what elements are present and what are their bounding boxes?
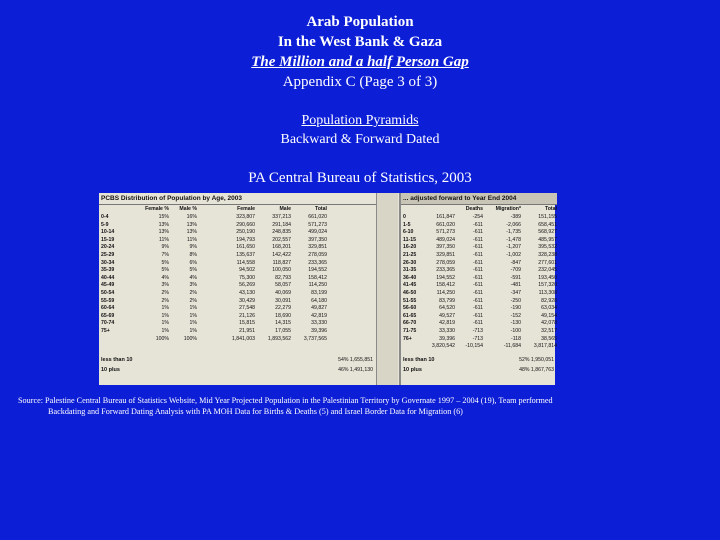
table-cell: 83,799 (439, 297, 455, 304)
column-header: Total (544, 206, 557, 213)
table-row (401, 298, 557, 306)
table-cell: -611 (473, 221, 483, 228)
table-cell: 33,330 (311, 320, 327, 327)
table-cell: 329,851 (308, 244, 327, 251)
footer-value: 54% 1,655,851 (338, 357, 373, 363)
table-row (401, 229, 557, 237)
table-cell: -591 (510, 274, 521, 281)
table-row (401, 282, 557, 290)
table-cell: -611 (473, 289, 483, 296)
table-cell: -611 (473, 297, 483, 304)
table-row (401, 343, 557, 351)
table-cell: 1% (189, 305, 197, 312)
table-cell: 397,350 (436, 244, 455, 251)
table-cell: 56-60 (403, 305, 417, 312)
table-cell: 193,450 (538, 274, 557, 281)
table-cell: -1,735 (506, 229, 521, 236)
table-cell: 21-25 (403, 251, 417, 258)
footer-value: 52% 1,950,051 (519, 357, 554, 363)
table-cell: 35-39 (101, 267, 115, 274)
subtitle-block (0, 111, 720, 149)
table-cell: 114,558 (236, 259, 255, 266)
table-cell: 158,412 (436, 282, 455, 289)
table-cell: 64,180 (311, 297, 327, 304)
table-cell: 40,069 (275, 289, 291, 296)
table-cell: 277,601 (538, 259, 557, 266)
table-cell: 157,320 (538, 282, 557, 289)
title-block (0, 12, 720, 92)
table-row (99, 298, 376, 306)
table-cell: 1,893,562 (267, 335, 291, 342)
table-cell: -611 (473, 267, 483, 274)
table-cell: 94,502 (239, 267, 255, 274)
table-row (401, 290, 557, 298)
table-cell: 142,422 (272, 251, 291, 258)
table-cell: -152 (510, 312, 521, 319)
table-cell: 395,532 (538, 244, 557, 251)
table-cell: 10-14 (101, 229, 115, 236)
table-cell: 194,552 (308, 267, 327, 274)
column-header: Female (237, 206, 255, 213)
table-cell: 4% (189, 274, 197, 281)
table-cell: 20-24 (101, 244, 115, 251)
table-cell: 15,815 (239, 320, 255, 327)
left-table-header (99, 205, 376, 214)
table-row (401, 328, 557, 336)
column-header: Total (314, 206, 327, 213)
table-cell: -347 (510, 289, 521, 296)
table-cell: 278,059 (308, 251, 327, 258)
table-cell: -611 (473, 282, 483, 289)
table-row (401, 244, 557, 252)
table-cell: 1-5 (403, 221, 411, 228)
table-cell: -254 (472, 214, 483, 220)
table-cell: 75,300 (239, 274, 255, 281)
table-cell: -611 (473, 229, 483, 236)
table-cell: 55-59 (101, 297, 115, 304)
table-cell: 661,020 (308, 214, 327, 220)
column-header: Male % (179, 206, 197, 213)
table-cell: 45-49 (101, 282, 115, 289)
table-cell: 658,451 (538, 221, 557, 228)
title-line-3: The Million and a half Person Gap (251, 54, 469, 70)
table-cell: 323,807 (236, 214, 255, 220)
right-table-title: ... adjusted forward to Year End 2004 (401, 193, 557, 205)
footer-value: 48% 1,867,763 (519, 367, 554, 373)
table-cell: 571,273 (308, 221, 327, 228)
table-cell: 49,527 (439, 312, 455, 319)
table-row (99, 229, 376, 237)
table-cell: -713 (472, 327, 483, 334)
table-cell: -611 (473, 251, 483, 258)
table-row (401, 305, 557, 313)
table-cell: 11% (187, 236, 197, 243)
table-cell: 7% (161, 251, 169, 258)
table-cell: 30-34 (101, 259, 115, 266)
adjusted-forward-table (399, 193, 557, 385)
table-row (401, 313, 557, 321)
table-cell: 2% (161, 289, 169, 296)
table-cell: -611 (473, 259, 483, 266)
table-cell: 485,957 (538, 236, 557, 243)
table-cell: 3% (189, 282, 197, 289)
table-cell: 82,928 (541, 297, 557, 304)
table-row (401, 336, 557, 344)
table-cell: 40-44 (101, 274, 115, 281)
source-note-line-1: Source: Palestine Central Bureau of Statistics Website, Mid Year Projected Population in the Palestinian Territory by Governate 1997 – 2004 (19), Team performed (18, 396, 553, 405)
table-cell: 158,412 (308, 274, 327, 281)
table-cell: 194,552 (436, 274, 455, 281)
table-cell: 1% (161, 320, 169, 327)
table-divider (377, 193, 398, 385)
source-note (18, 395, 708, 417)
table-cell: -2,066 (506, 221, 521, 228)
table-cell: 3,817,814 (533, 343, 557, 350)
table-row (401, 237, 557, 245)
table-row (401, 252, 557, 260)
footer-value: 46% 1,491,130 (338, 367, 373, 373)
table-cell: -611 (473, 305, 483, 312)
table-cell: 161,650 (236, 244, 255, 251)
table-cell: -10,154 (465, 343, 483, 350)
table-cell: 30,429 (239, 297, 255, 304)
title-line-2: In the West Bank & Gaza (277, 34, 443, 50)
table-cell: 41-45 (403, 282, 417, 289)
table-cell: -709 (510, 267, 521, 274)
population-table-image (99, 193, 555, 385)
table-cell: 21,951 (239, 327, 255, 334)
table-row (401, 222, 557, 230)
table-cell: 113,308 (538, 289, 557, 296)
table-cell: 18,690 (275, 312, 291, 319)
table-row (401, 320, 557, 328)
table-cell: 39,396 (439, 335, 455, 342)
table-cell: 11% (159, 236, 169, 243)
table-cell: 36-40 (403, 274, 417, 281)
pcbs-distribution-table (99, 193, 378, 385)
table-row (99, 313, 376, 321)
table-cell: 22,279 (275, 305, 291, 312)
table-cell: 1,841,003 (231, 335, 255, 342)
table-cell: 571,273 (436, 229, 455, 236)
subtitle-line-1: Population Pyramids (301, 113, 419, 128)
table-cell: 6-10 (403, 229, 414, 236)
table-row (401, 214, 557, 222)
table-cell: 13% (158, 221, 169, 228)
table-cell: 13% (186, 229, 197, 236)
table-row (401, 267, 557, 275)
table-cell: 31-35 (403, 267, 417, 274)
table-cell: 397,350 (308, 236, 327, 243)
table-cell: 56,269 (239, 282, 255, 289)
title-line-1: Arab Population (306, 14, 414, 30)
table-row (99, 282, 376, 290)
table-row (401, 275, 557, 283)
table-cell: 1% (189, 320, 197, 327)
table-cell: 568,927 (538, 229, 557, 236)
table-row (99, 237, 376, 245)
table-cell: 25-29 (101, 251, 115, 258)
table-cell: -611 (473, 320, 483, 327)
table-cell (99, 336, 127, 344)
table-row (99, 320, 376, 328)
table-cell: 5% (161, 267, 169, 274)
table-cell: 71-75 (403, 327, 417, 334)
table-cell: -611 (473, 236, 483, 243)
table-cell: 499,024 (308, 229, 327, 236)
right-table-header (401, 205, 557, 214)
table-cell: 15% (158, 214, 169, 220)
table-cell: 11-15 (403, 236, 416, 243)
table-cell: 0 (403, 214, 406, 220)
table-cell: 14,315 (275, 320, 291, 327)
table-cell: 118,827 (272, 259, 291, 266)
table-row (99, 244, 376, 252)
table-cell (401, 343, 425, 351)
table-row (99, 222, 376, 230)
table-row (99, 267, 376, 275)
table-cell: 5% (161, 259, 169, 266)
column-header: Deaths (465, 206, 483, 213)
table-cell: 46-50 (403, 289, 417, 296)
table-cell: 202,557 (272, 236, 291, 243)
table-cell: 328,238 (538, 251, 557, 258)
table-cell: -611 (473, 312, 483, 319)
table-cell: 32,517 (541, 327, 557, 334)
table-cell: 4% (161, 274, 169, 281)
table-cell: 161,847 (436, 214, 455, 220)
table-cell: -611 (473, 274, 483, 281)
source-note-line-2: Backdating and Forward Dating Analysis with PA MOH Data for Births & Deaths (5) and Israel Border Data for Migration (6) (48, 407, 463, 416)
table-cell: 248,835 (272, 229, 291, 236)
table-row (401, 260, 557, 268)
table-cell: 100% (183, 335, 197, 342)
table-cell: 1% (161, 312, 169, 319)
table-cell: -190 (510, 305, 521, 312)
table-cell: 278,059 (436, 259, 455, 266)
table-cell: 100,050 (272, 267, 291, 274)
table-cell: -847 (510, 259, 521, 266)
table-cell: 1% (161, 327, 169, 334)
table-cell: 290,660 (236, 221, 255, 228)
table-cell: 70-74 (101, 320, 115, 327)
table-cell: 21,126 (239, 312, 255, 319)
table-cell: 83,199 (311, 289, 327, 296)
table-cell: 1% (189, 327, 197, 334)
table-cell: 9% (161, 244, 169, 251)
column-header: Migration* (495, 206, 521, 213)
table-cell: -611 (473, 244, 483, 251)
table-row (99, 260, 376, 268)
table-cell: 17,055 (275, 327, 291, 334)
table-cell: 65-69 (101, 312, 115, 319)
source-heading: PA Central Bureau of Statistics, 2003 (248, 170, 472, 186)
table-cell: 233,365 (308, 259, 327, 266)
table-cell: 8% (189, 251, 197, 258)
table-cell: 64,520 (439, 305, 455, 312)
table-cell: 5-9 (101, 221, 109, 228)
table-cell: 42,819 (311, 312, 327, 319)
left-table-body (99, 214, 376, 343)
table-cell: 16-20 (403, 244, 417, 251)
table-cell: -1,478 (506, 236, 521, 243)
table-cell: 33,330 (439, 327, 455, 334)
table-row (99, 305, 376, 313)
table-cell: 135,637 (236, 251, 255, 258)
table-cell: 250,190 (236, 229, 255, 236)
table-cell: 39,396 (311, 327, 327, 334)
table-cell: 2% (161, 297, 169, 304)
table-cell: 232,045 (538, 267, 557, 274)
table-cell: 194,793 (236, 236, 255, 243)
table-cell: 60-64 (101, 305, 115, 312)
table-cell: 1% (161, 305, 169, 312)
footer-label: 10 plus (403, 367, 422, 373)
table-cell: -713 (472, 335, 483, 342)
table-cell: -250 (510, 297, 521, 304)
table-row (99, 336, 376, 344)
table-cell: -130 (510, 320, 521, 327)
table-cell: 16% (186, 214, 197, 220)
table-cell: 1% (189, 312, 197, 319)
table-cell: -389 (510, 214, 521, 220)
table-cell: 58,057 (275, 282, 291, 289)
table-row (99, 290, 376, 298)
table-cell: 51-55 (403, 297, 417, 304)
table-cell: 337,213 (272, 214, 291, 220)
left-table-title: PCBS Distribution of Population by Age, 2003 (99, 193, 376, 205)
table-cell: 26-30 (403, 259, 417, 266)
table-cell: 49,827 (311, 305, 327, 312)
table-cell: 76+ (403, 335, 412, 342)
footer-label: less than 10 (403, 357, 435, 363)
table-cell: 50-54 (101, 289, 115, 296)
table-cell: 27,548 (239, 305, 255, 312)
table-cell: 38,565 (541, 335, 557, 342)
table-cell: 42,819 (439, 320, 455, 327)
table-cell: 168,201 (272, 244, 291, 251)
table-cell: 30,091 (275, 297, 291, 304)
table-cell: 2% (189, 289, 197, 296)
table-cell: 2% (189, 297, 197, 304)
footer-label: 10 plus (101, 367, 120, 373)
right-table-body (401, 214, 557, 351)
subtitle-line-2: Backward & Forward Dated (280, 132, 440, 147)
table-cell: 61-65 (403, 312, 417, 319)
table-cell: 489,024 (436, 236, 455, 243)
table-cell: 49,154 (541, 312, 557, 319)
table-cell: -481 (510, 282, 521, 289)
table-cell: -100 (510, 327, 521, 334)
table-cell: 661,020 (436, 221, 455, 228)
table-cell: 3% (161, 282, 169, 289)
table-cell: 5% (189, 267, 197, 274)
table-cell: -11,684 (503, 343, 521, 350)
table-cell: 3,820,542 (431, 343, 455, 350)
table-cell: -1,207 (506, 244, 521, 251)
table-row (99, 328, 376, 336)
table-cell: 15-19 (101, 236, 115, 243)
table-cell: 233,365 (436, 267, 455, 274)
column-header: Male (279, 206, 291, 213)
table-cell: 3,737,565 (303, 335, 327, 342)
footer-label: less than 10 (101, 357, 133, 363)
table-cell: 114,250 (308, 282, 327, 289)
table-cell: 9% (189, 244, 197, 251)
table-cell: 114,250 (436, 289, 455, 296)
title-line-4: Appendix C (Page 3 of 3) (282, 74, 438, 90)
table-cell: 63,034 (541, 305, 557, 312)
table-cell: 0-4 (101, 214, 109, 220)
column-header: Female % (145, 206, 169, 213)
table-cell: 291,184 (272, 221, 291, 228)
table-cell: 42,078 (541, 320, 557, 327)
table-cell: 100% (155, 335, 169, 342)
table-cell: 43,130 (239, 289, 255, 296)
table-row (99, 275, 376, 283)
table-cell: -118 (511, 335, 521, 342)
table-cell: 6% (189, 259, 197, 266)
table-row (99, 214, 376, 222)
table-cell: 82,793 (275, 274, 291, 281)
table-cell: -1,002 (506, 251, 521, 258)
table-cell: 13% (158, 229, 169, 236)
table-row (99, 252, 376, 260)
table-cell: 75+ (101, 327, 110, 334)
table-cell: 13% (186, 221, 197, 228)
table-cell: 151,155 (538, 214, 557, 220)
table-cell: 66-70 (403, 320, 417, 327)
table-cell: 329,851 (436, 251, 455, 258)
